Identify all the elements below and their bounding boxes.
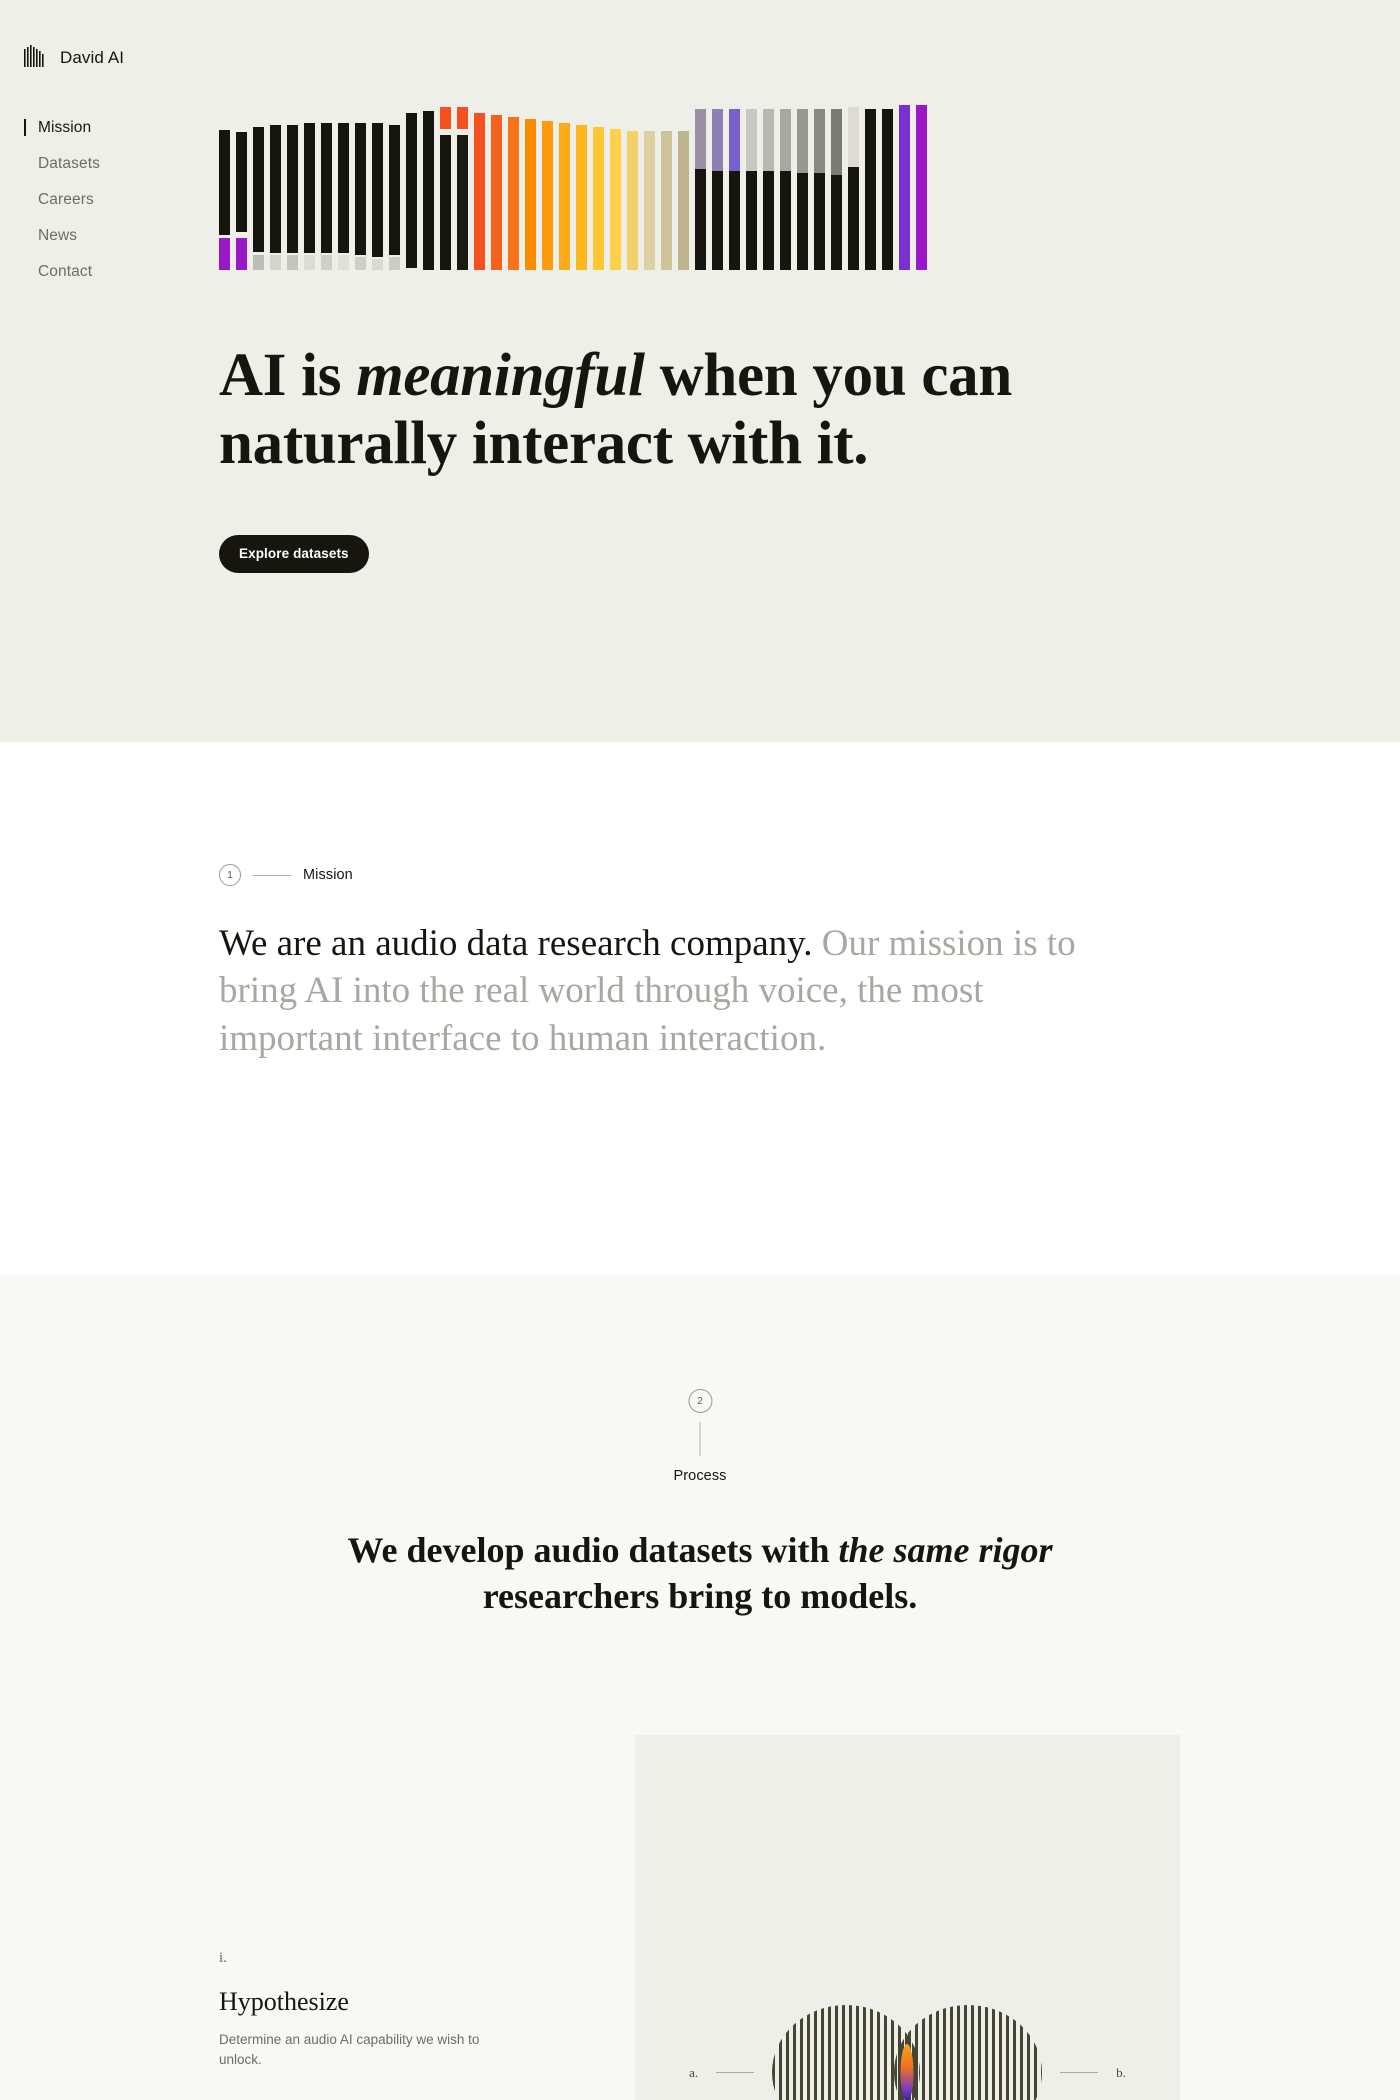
hero-headline-emphasis: meaningful bbox=[356, 342, 645, 409]
process-step-visual bbox=[635, 1735, 1180, 2100]
venn-label-b: b. bbox=[1116, 2064, 1126, 2080]
marker-vertical-rule bbox=[700, 1422, 701, 1456]
process-headline-emphasis: the same rigor bbox=[838, 1530, 1053, 1570]
mission-marker-number: 1 bbox=[219, 864, 241, 886]
venn-diagram bbox=[635, 2005, 1180, 2100]
venn-label-a: a. bbox=[689, 2064, 699, 2080]
mission-marker-label: Mission bbox=[303, 867, 353, 883]
sidebar-item-careers[interactable] bbox=[24, 182, 174, 218]
sidebar-item-label: News bbox=[38, 227, 78, 244]
mission-body: Our mission is to bring AI into the real world through voice, the most important interface to human interaction. bbox=[219, 923, 1076, 1059]
hero-headline bbox=[219, 342, 1159, 479]
waveform-logo-icon[interactable] bbox=[24, 45, 46, 71]
marker-rule bbox=[253, 875, 291, 876]
mission-marker bbox=[219, 864, 1400, 886]
process-headline bbox=[320, 1527, 1080, 1619]
hero-content bbox=[219, 105, 1219, 573]
venn-leader-line-left bbox=[716, 2072, 754, 2073]
top-bar bbox=[0, 0, 1400, 80]
hero-headline-part2: when you can naturally interact with it. bbox=[219, 342, 1012, 478]
process-step-hypothesize bbox=[219, 1950, 519, 2069]
sidebar-item-datasets[interactable] bbox=[24, 146, 174, 182]
hero-bar-graphic bbox=[219, 105, 1179, 270]
explore-datasets-button[interactable]: Explore datasets bbox=[219, 535, 369, 573]
venn-intersection-highlight bbox=[901, 2044, 914, 2100]
venn-circles bbox=[772, 2005, 1042, 2100]
mission-section bbox=[0, 742, 1400, 1275]
sidebar-item-label: Careers bbox=[38, 191, 94, 208]
sidebar-item-news[interactable] bbox=[24, 218, 174, 254]
process-headline-part1: We develop audio datasets with bbox=[347, 1530, 839, 1570]
sidebar-nav bbox=[24, 110, 174, 290]
step-title: Hypothesize bbox=[219, 1987, 349, 2016]
spectrum-bars-icon bbox=[219, 105, 1179, 270]
sidebar-item-label: Contact bbox=[38, 263, 93, 280]
sidebar-item-contact[interactable] bbox=[24, 254, 174, 290]
sidebar-item-label: Mission bbox=[38, 119, 92, 136]
sidebar-item-mission[interactable] bbox=[24, 110, 174, 146]
process-headline-part2: researchers bring to models. bbox=[482, 1576, 918, 1617]
hero-section bbox=[0, 0, 1400, 742]
process-marker bbox=[673, 1389, 726, 1484]
brand-name: David AI bbox=[60, 48, 125, 67]
venn-leader-line-right bbox=[1060, 2072, 1098, 2073]
venn-circle-right bbox=[894, 2005, 1042, 2100]
hero-headline-part1: AI is bbox=[219, 342, 357, 409]
process-marker-number: 2 bbox=[688, 1389, 712, 1413]
step-description: Determine an audio AI capability we wish to unlock. bbox=[219, 2032, 480, 2067]
step-index: i. bbox=[219, 1950, 227, 1966]
sidebar-item-label: Datasets bbox=[38, 155, 100, 172]
mission-copy bbox=[219, 920, 1099, 1062]
process-marker-label: Process bbox=[673, 1468, 727, 1484]
mission-lead: We are an audio data research company. bbox=[219, 923, 813, 964]
stripe-fill-right bbox=[894, 2005, 1042, 2100]
